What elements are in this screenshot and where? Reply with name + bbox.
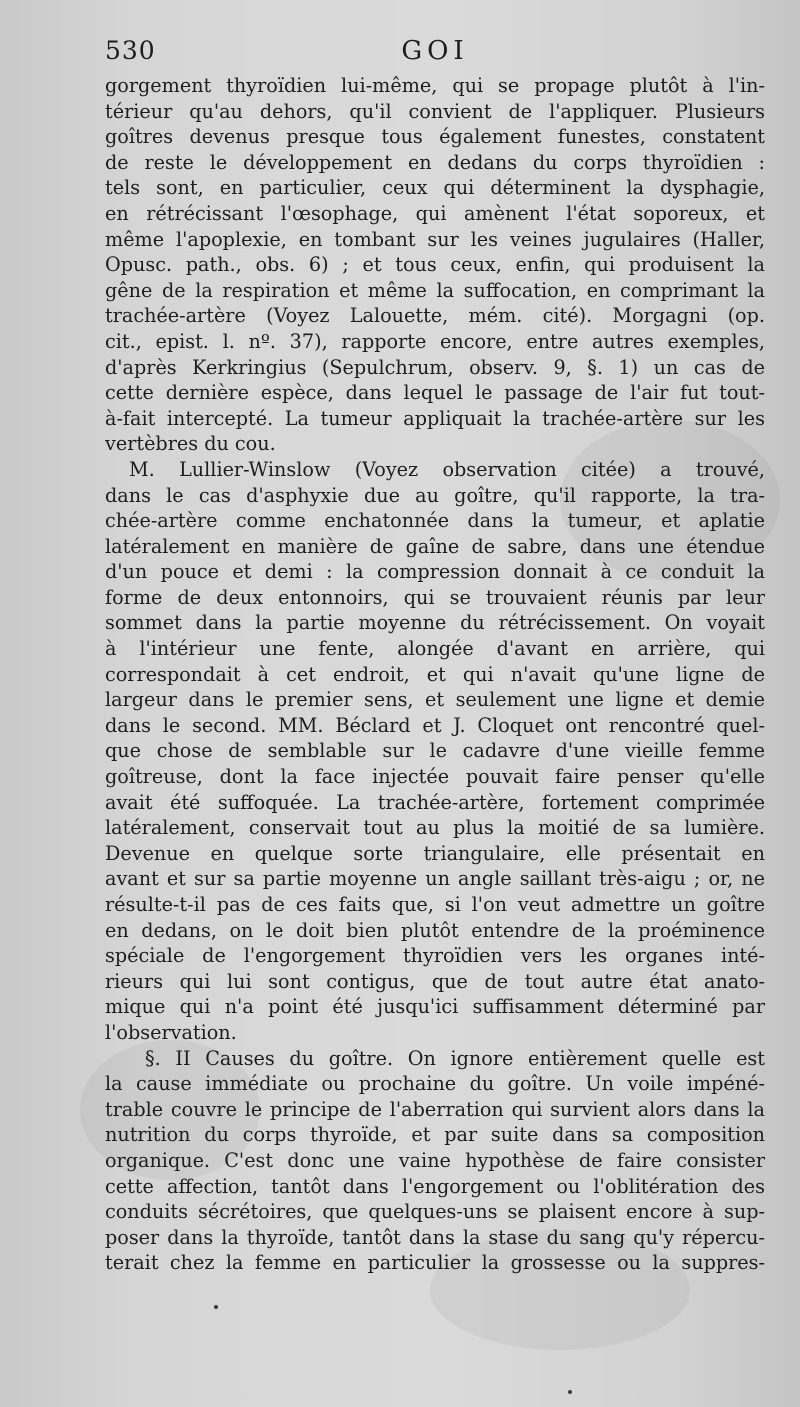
text-line: mique qui n'a point été jusqu'ici suffisamment déterminé par xyxy=(105,995,765,1019)
text-line: cette affection, tantôt dans l'engorgement ou l'oblitération des xyxy=(105,1174,765,1198)
paragraph-start-line: M. Lullier-Winslow (Voyez observation citée) a trouvé, xyxy=(129,457,765,481)
text-line: gêne de la respiration et même la suffocation, en comprimant la xyxy=(105,278,765,302)
text-line: latéralement, conservait tout au plus la moitié de sa lumière. xyxy=(105,816,765,840)
text-line: en rétrécissant l'œsophage, qui amènent l'état soporeux, et xyxy=(105,201,765,225)
page-header xyxy=(105,36,765,70)
running-head: GOI xyxy=(401,36,469,66)
text-line: nutrition du corps thyroïde, et par suite dans sa composition xyxy=(105,1123,765,1147)
text-line: goîtreuse, dont la face injectée pouvait faire penser qu'elle xyxy=(105,765,765,789)
ink-speck xyxy=(568,1390,572,1394)
text-line: organique. C'est donc une vaine hypothèse de faire consister xyxy=(105,1148,765,1172)
text-line: goîtres devenus presque tous également funestes, constatent xyxy=(105,125,765,149)
text-line: cette dernière espèce, dans lequel le passage de l'air fut tout- xyxy=(105,381,765,405)
text-line: en dedans, on le doit bien plutôt entendre de la proéminence xyxy=(105,918,765,942)
text-line: Devenue en quelque sorte triangulaire, elle présentait en xyxy=(105,841,765,865)
text-line: chée-artère comme enchatonnée dans la tumeur, et aplatie xyxy=(105,509,765,533)
text-line: gorgement thyroïdien lui-même, qui se propage plutôt à l'in- xyxy=(105,74,765,97)
text-line: forme de deux entonnoirs, qui se trouvaient réunis par leur xyxy=(105,585,765,609)
text-line: correspondait à cet endroit, et qui n'avait qu'une ligne de xyxy=(105,662,765,686)
text-line: tels sont, en particulier, ceux qui déterminent la dysphagie, xyxy=(105,176,765,200)
text-line: avait été suffoquée. La trachée-artère, fortement comprimée xyxy=(105,790,765,814)
section-start-line: §. II Causes du goître. On ignore entièrement quelle est xyxy=(145,1046,765,1070)
text-line: latéralement en manière de gaîne de sabre, dans une étendue xyxy=(105,534,765,558)
text-line: que chose de semblable sur le cadavre d'une vieille femme xyxy=(105,739,765,763)
body-text xyxy=(105,73,765,1276)
text-line: spéciale de l'engorgement thyroïdien vers les organes inté- xyxy=(105,944,765,968)
text-line: de reste le développement en dedans du corps thyroïdien : xyxy=(105,150,765,174)
text-line: d'après Kerkringius (Sepulchrum, observ. 9, §. 1) un cas de xyxy=(105,355,765,379)
text-line: d'un pouce et demi : la compression donnait à ce conduit la xyxy=(105,560,765,584)
text-line: à l'intérieur une fente, alongée d'avant en arrière, qui xyxy=(105,637,765,661)
text-line: même l'apoplexie, en tombant sur les veines jugulaires (Haller, xyxy=(105,227,765,251)
text-line: térieur qu'au dehors, qu'il convient de l'appliquer. Plusieurs xyxy=(105,99,765,123)
paragraph-end-line: l'observation. xyxy=(105,1020,237,1044)
text-line: sommet dans la partie moyenne du rétrécissement. On voyait xyxy=(105,611,765,635)
text-line: trable couvre le principe de l'aberration qui survient alors dans la xyxy=(105,1097,765,1121)
text-line: la cause immédiate ou prochaine du goître. Un voile impéné- xyxy=(105,1072,765,1096)
text-line: cit., epist. l. nº. 37), rapporte encore, entre autres exemples, xyxy=(105,329,765,353)
text-line: trachée-artère (Voyez Lalouette, mém. cité). Morgagni (op. xyxy=(105,304,765,328)
text-line: dans le second. MM. Béclard et J. Cloquet ont rencontré quel- xyxy=(105,713,765,737)
paragraph-end-line: vertèbres du cou. xyxy=(105,432,276,456)
text-line: terait chez la femme en particulier la grossesse ou la suppres- xyxy=(105,1251,765,1275)
text-line: poser dans la thyroïde, tantôt dans la stase du sang qu'y répercu- xyxy=(105,1225,765,1249)
page-number: 530 xyxy=(105,36,156,65)
text-line: avant et sur sa partie moyenne un angle saillant très-aigu ; or, ne xyxy=(105,867,765,891)
text-line: à-fait intercepté. La tumeur appliquait la trachée-artère sur les xyxy=(105,406,765,430)
text-line: rieurs qui lui sont contigus, que de tout autre état anato- xyxy=(105,969,765,993)
text-line: conduits sécrétoires, que quelques-uns se plaisent encore à sup- xyxy=(105,1200,765,1224)
text-line: dans le cas d'asphyxie due au goître, qu'il rapporte, la tra- xyxy=(105,483,765,507)
text-line: largeur dans le premier sens, et seulement une ligne et demie xyxy=(105,688,765,712)
text-line: résulte-t-il pas de ces faits que, si l'on veut admettre un goître xyxy=(105,893,765,916)
ink-speck xyxy=(214,1305,218,1309)
text-line: Opusc. path., obs. 6) ; et tous ceux, enfin, qui produisent la xyxy=(105,253,765,277)
